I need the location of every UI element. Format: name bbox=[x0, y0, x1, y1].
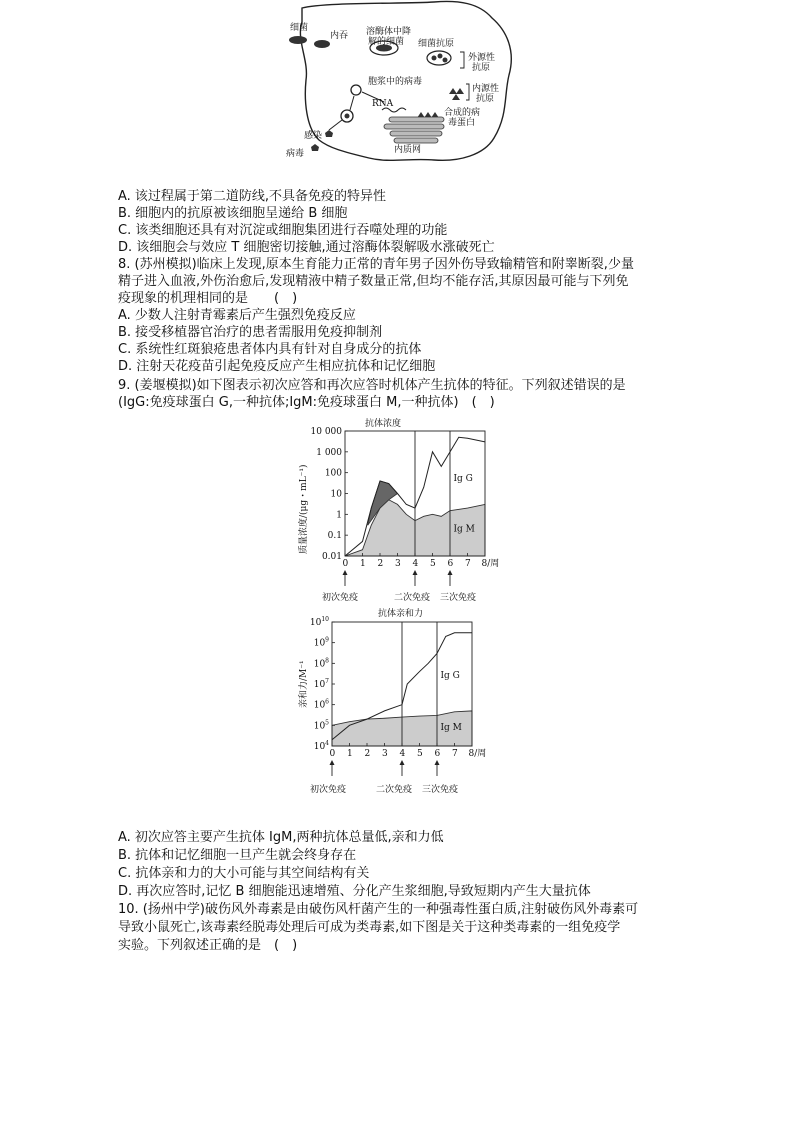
antigen-dot bbox=[443, 58, 448, 63]
arrow-head bbox=[435, 760, 440, 765]
y-tick-label: $10^6$ bbox=[313, 698, 329, 711]
arrow-head bbox=[448, 570, 453, 575]
antigen-dot bbox=[438, 54, 443, 59]
y-tick-label: 10 000 bbox=[310, 427, 342, 437]
label-rna: RNA bbox=[372, 99, 394, 109]
q7-option-b: B. 细胞内的抗原被该细胞呈递给 B 细胞 bbox=[118, 206, 348, 221]
q8-option-c: C. 系统性红斑狼疮患者体内具有针对自身成分的抗体 bbox=[118, 342, 422, 357]
y-tick-label: $10^9$ bbox=[313, 636, 329, 649]
q8-option-b: B. 接受移植器官治疗的患者需服用免疫抑制剂 bbox=[118, 325, 383, 340]
x-tick-label: 6 bbox=[434, 749, 441, 759]
chart1-title: 抗体浓度 bbox=[365, 419, 402, 429]
q9-stem-line-2: (IgG:免疫球蛋白 G,一种抗体;IgM:免疫球蛋白 M,一种抗体) ( ) bbox=[118, 395, 495, 410]
label-endogenous-1: 内源性 bbox=[472, 84, 500, 94]
antigen-dot bbox=[432, 56, 437, 61]
q8-stem-line-1: 8. (苏州模拟)临床上发现,原本生育能力正常的青年男子因外伤导致输精管和附睾断裂,少量 bbox=[118, 257, 634, 272]
q7-option-c: C. 该类细胞还具有对沉淀或细胞集团进行吞噬处理的功能 bbox=[118, 223, 448, 238]
chart2-ylabel: 亲和力/M⁻¹ bbox=[299, 660, 309, 708]
y-tick-label: $10^4$ bbox=[313, 740, 329, 752]
chart2-title: 抗体亲和力 bbox=[378, 609, 424, 619]
label-synth-protein-2: 毒蛋白 bbox=[448, 118, 476, 128]
x-unit-label: 8/周 bbox=[468, 749, 487, 759]
x-unit-label: 8/周 bbox=[481, 559, 500, 569]
x-tick-label: 1 bbox=[360, 559, 366, 569]
q8-option-a: A. 少数人注射青霉素后产生强烈免疫反应 bbox=[118, 308, 356, 323]
x-tick-label: 5 bbox=[430, 559, 436, 569]
chart1-ann-third: 三次免疫 bbox=[440, 593, 477, 603]
chart2-ann-third: 三次免疫 bbox=[422, 785, 459, 795]
chart1-ann-second: 二次免疫 bbox=[394, 593, 431, 603]
label-cytoplasm-virus: 胞浆中的病毒 bbox=[368, 77, 423, 87]
series-label-igg: Ig G bbox=[440, 670, 460, 681]
engulfed-bacteria bbox=[314, 40, 330, 48]
q9-option-b: B. 抗体和记忆细胞一旦产生就会终身存在 bbox=[118, 848, 357, 863]
series-label-igm: Ig M bbox=[440, 722, 462, 733]
antibody-concentration-chart bbox=[290, 414, 500, 606]
chart1-ylabel: 质量浓度/(μg・mL⁻¹) bbox=[299, 464, 309, 554]
label-endogenous-2: 抗原 bbox=[476, 94, 495, 104]
y-tick-label: 0.1 bbox=[327, 531, 342, 542]
virus-triangles bbox=[449, 88, 464, 100]
x-tick-label: 2 bbox=[377, 559, 384, 569]
y-tick-label: $10^{10}$ bbox=[309, 616, 329, 628]
arrow-head bbox=[330, 760, 335, 765]
y-tick-label: 0.01 bbox=[321, 552, 342, 562]
x-tick-label: 7 bbox=[465, 559, 471, 569]
x-tick-label: 3 bbox=[382, 749, 388, 759]
q8-stem-line-2: 精子进入血液,外伤治愈后,发现精液中精子数量正常,但均不能存活,其原因最可能与下列免 bbox=[118, 274, 629, 289]
x-tick-label: 5 bbox=[417, 749, 423, 759]
x-tick-label: 0 bbox=[329, 749, 336, 759]
arrow-head bbox=[413, 570, 418, 575]
label-lysosome-2: 解的细菌 bbox=[368, 37, 405, 47]
x-tick-label: 3 bbox=[395, 559, 401, 569]
q8-option-d: D. 注射天花疫苗引起免疫反应产生相应抗体和记忆细胞 bbox=[118, 359, 436, 374]
chart2-ann-primary: 初次免疫 bbox=[310, 785, 347, 795]
antibody-affinity-chart bbox=[290, 604, 500, 798]
chart1-ann-primary: 初次免疫 bbox=[322, 593, 359, 603]
bracket-exogenous bbox=[460, 52, 464, 68]
virus-in-cytoplasm bbox=[351, 85, 361, 95]
series-label-igg: Ig G bbox=[453, 473, 473, 484]
q7-option-d: D. 该细胞会与效应 T 细胞密切接触,通过溶酶体裂解吸水涨破死亡 bbox=[118, 240, 495, 255]
label-bacteria: 细菌 bbox=[290, 23, 309, 33]
virus-entering bbox=[325, 130, 333, 137]
virus-uncoating-core bbox=[345, 114, 350, 119]
q7-option-a: A. 该过程属于第二道防线,不具备免疫的特异性 bbox=[118, 189, 387, 204]
x-tick-label: 4 bbox=[399, 749, 406, 759]
cell-diagram bbox=[284, 0, 524, 170]
label-exogenous-2: 抗原 bbox=[472, 63, 491, 73]
virus-particle bbox=[311, 144, 319, 151]
y-tick-label: 100 bbox=[324, 468, 342, 479]
q8-stem-line-3: 疫现象的机理相同的是 ( ) bbox=[118, 291, 298, 306]
label-virus: 病毒 bbox=[286, 149, 305, 159]
y-tick-label: 1 000 bbox=[316, 447, 342, 458]
arrow-head bbox=[343, 570, 348, 575]
x-tick-label: 7 bbox=[452, 749, 458, 759]
y-tick-label: $10^7$ bbox=[313, 678, 329, 690]
label-er: 内质网 bbox=[394, 145, 422, 155]
bacteria-shape bbox=[289, 36, 307, 44]
arrow bbox=[350, 96, 354, 110]
q10-stem-line-2: 导致小鼠死亡,该毒素经脱毒处理后可成为类毒素,如下图是关于这种类毒素的一组免疫学 bbox=[118, 920, 621, 935]
series-label-igm: Ig M bbox=[453, 524, 475, 535]
chart2-ann-second: 二次免疫 bbox=[376, 785, 413, 795]
arrow bbox=[329, 120, 342, 130]
y-tick-label: 10 bbox=[330, 489, 342, 500]
x-tick-label: 6 bbox=[447, 559, 454, 569]
bracket-endogenous bbox=[466, 84, 469, 100]
x-tick-label: 4 bbox=[412, 559, 419, 569]
endoplasmic-reticulum bbox=[384, 117, 444, 143]
label-infection: 感染 bbox=[304, 131, 323, 141]
q10-stem-line-3: 实验。下列叙述正确的是 ( ) bbox=[118, 938, 298, 953]
x-tick-label: 2 bbox=[364, 749, 371, 759]
label-bacterial-antigen: 细菌抗原 bbox=[418, 39, 455, 49]
q10-stem-line-1: 10. (扬州中学)破伤风外毒素是由破伤风杆菌产生的一种强毒性蛋白质,注射破伤风外毒素可 bbox=[118, 902, 639, 917]
label-lysosome-1: 溶酶体中降 bbox=[366, 27, 412, 37]
x-tick-label: 1 bbox=[347, 749, 353, 759]
y-tick-label: $10^8$ bbox=[313, 657, 329, 670]
q9-option-d: D. 再次应答时,记忆 B 细胞能迅速增殖、分化产生浆细胞,导致短期内产生大量抗体 bbox=[118, 884, 591, 899]
label-synth-protein-1: 合成的病 bbox=[444, 108, 481, 118]
y-tick-label: 1 bbox=[336, 510, 342, 521]
y-tick-label: $10^5$ bbox=[313, 719, 329, 732]
q9-option-c: C. 抗体亲和力的大小可能与其空间结构有关 bbox=[118, 866, 370, 881]
arrow-head bbox=[400, 760, 405, 765]
label-engulf: 内吞 bbox=[330, 31, 349, 41]
q9-option-a: A. 初次应答主要产生抗体 IgM,两种抗体总量低,亲和力低 bbox=[118, 830, 444, 845]
q9-stem-line-1: 9. (姜堰模拟)如下图表示初次应答和再次应答时机体产生抗体的特征。下列叙述错误的是 bbox=[118, 378, 626, 393]
x-tick-label: 0 bbox=[342, 559, 349, 569]
label-exogenous-1: 外源性 bbox=[468, 53, 496, 63]
